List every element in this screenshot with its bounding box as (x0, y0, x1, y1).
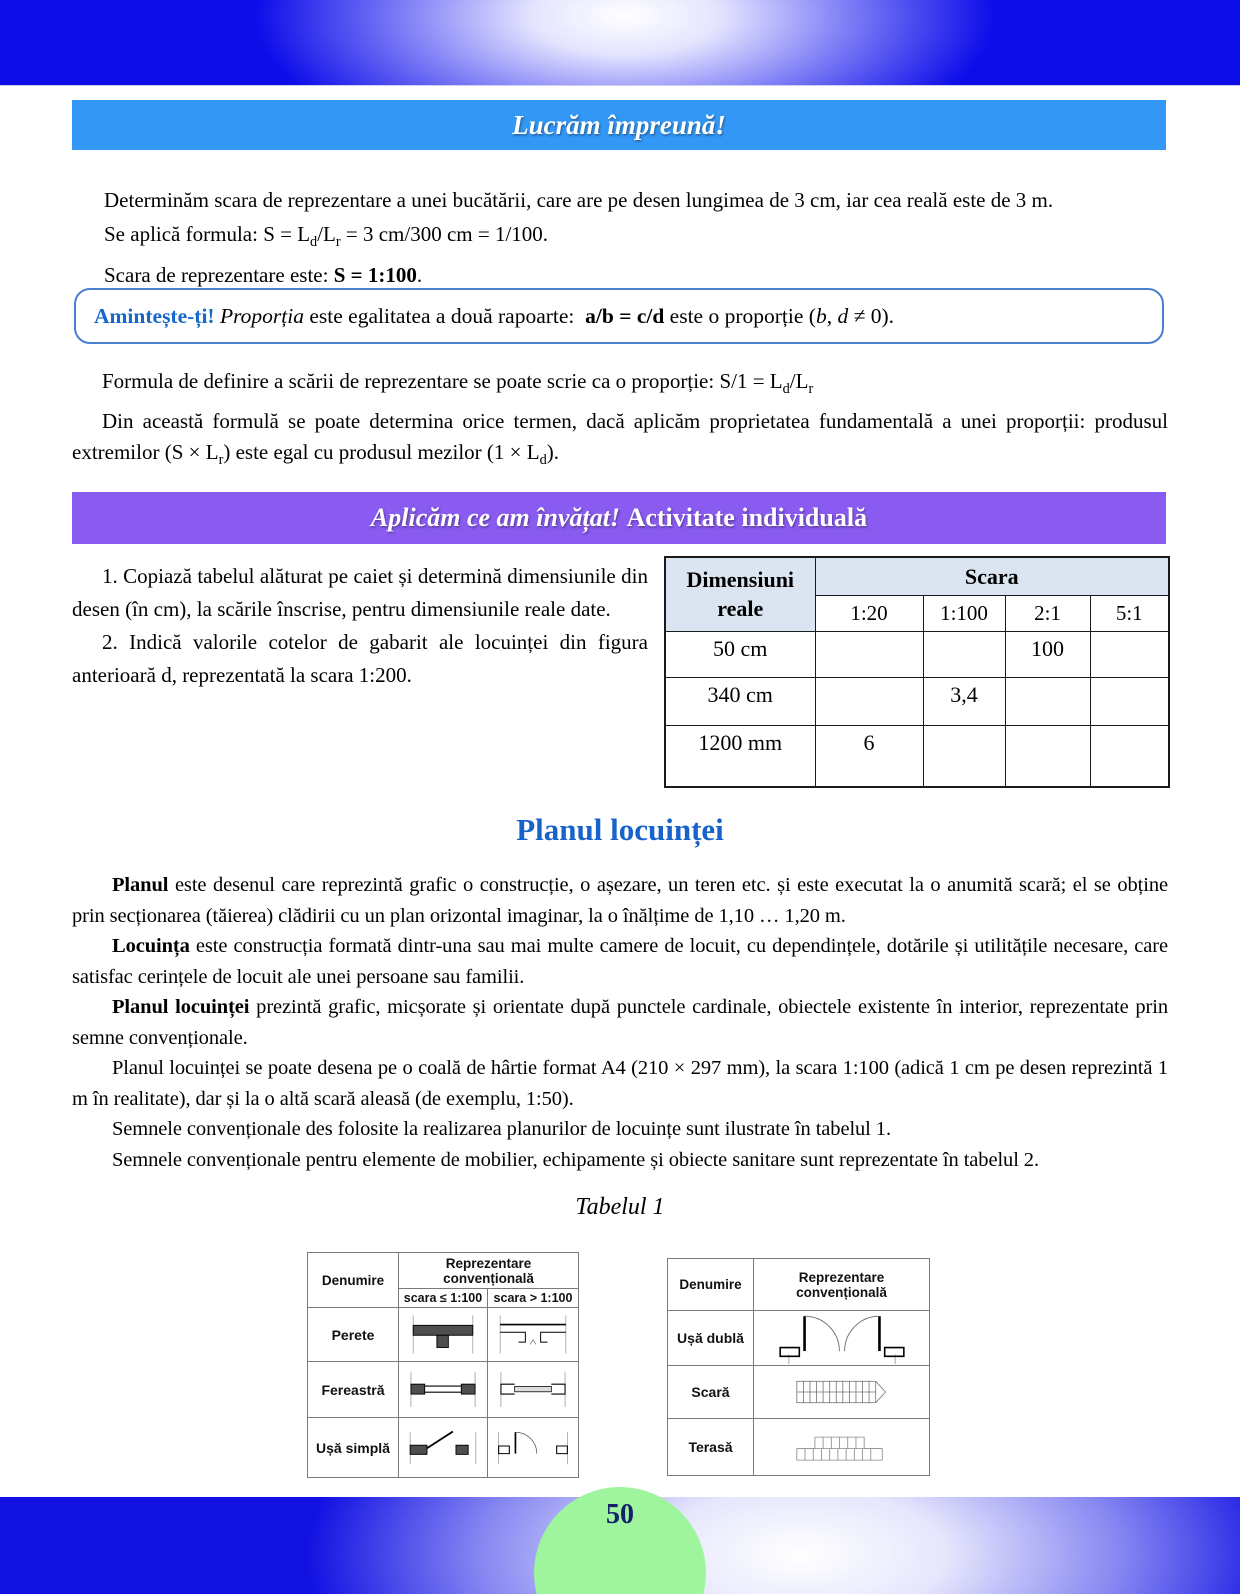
table-row (308, 1308, 579, 1362)
symbol-label-scara: Scară (668, 1366, 754, 1419)
scale-table-header-dimensions: Dimensiuni reale (665, 557, 815, 631)
page-top-banner (0, 0, 1240, 86)
row-label: 1200 mm (665, 725, 815, 787)
symbols1-header-denumire: Denumire (308, 1253, 399, 1308)
apply-banner (72, 492, 1166, 544)
table-row (665, 725, 1169, 787)
cell-value: 6 (815, 725, 923, 787)
window-outline-icon (491, 1368, 575, 1411)
single-door-filled-icon (401, 1426, 485, 1469)
remember-callout (74, 288, 1164, 344)
apply-banner-title-italic: Aplicăm ce am învățat! (370, 503, 621, 532)
wall-outline-icon (491, 1313, 575, 1356)
symbols1-subheader-small-scale: scara ≤ 1:100 (399, 1289, 488, 1308)
table-row (665, 677, 1169, 725)
stairs-icon (772, 1369, 912, 1415)
table-row (308, 1362, 579, 1418)
body-paragraphs (72, 870, 1168, 1175)
symbol-label-usa-simpla: Ușă simplă (308, 1418, 399, 1478)
cell-value (1005, 677, 1090, 725)
intro-block (74, 184, 1166, 293)
double-door-icon (767, 1311, 917, 1365)
cell-value (815, 677, 923, 725)
scale-col-1-100: 1:100 (923, 595, 1005, 631)
cell-value (923, 725, 1005, 787)
intro-line-1: Determinăm scara de reprezentare a unei bucătării, care are pe desen lungimea de 3 cm, iar cea reală este de 3 m. (104, 188, 1054, 212)
cell-value: 3,4 (923, 677, 1005, 725)
activity-item-2: 2. Indică valorile cotelor de gabarit ale locuinței din figura anterioară d, reprezentată la scara 1:200. (72, 630, 648, 687)
activity-instructions (72, 560, 648, 692)
formula-paragraph: Din această formulă se poate determina orice termen, dacă aplicăm proprietatea fundamentală a unei proporții: produsul extremilor $(S \times L_r)$ este egal cu produsul mezilor $(1 \times L_d)$. (72, 408, 1168, 469)
table-row (308, 1418, 579, 1478)
intro-line-3: Scara de reprezentare este: S = 1:100. (104, 263, 423, 288)
page-number-badge (534, 1487, 706, 1594)
page-number: 50 (606, 1499, 634, 1530)
paragraph-format-a4: Planul locuinței se poate desena pe o coală de hârtie format A4 (210 × 297 mm), la scara 1:100 (adică 1 cm pe desen reprezintă 1 m în realitate), dar și la o altă scară aleasă (de exemplu, 1:50). (72, 1057, 1168, 1110)
symbols2-header-denumire: Denumire (668, 1259, 754, 1311)
scale-col-2-1: 2:1 (1005, 595, 1090, 631)
paragraph-locuinta: Locuința este construcția formată dintr-una sau mai multe camere de locuit, cu dependințele, dotările și utilitățile necesare, care satisfac cerințele de locuit ale unei persoane sau familii. (72, 935, 1168, 988)
row-label: 340 cm (665, 677, 815, 725)
table-caption: Tabelul 1 (575, 1194, 665, 1220)
cell-value (1090, 631, 1169, 677)
cell-value (1090, 725, 1169, 787)
cell-value (923, 631, 1005, 677)
paragraph-planul: Planul este desenul care reprezintă grafic o construcție, o așezare, un teren etc. și este executat la o anumită scară; el se obține prin secționarea (tăierea) clădirii cu un plan orizontal imaginar, la o înălțime de 1,10 … 1,20 m. (72, 874, 1168, 927)
table-row (668, 1419, 930, 1476)
apply-banner-title-regular: Activitate individuală (620, 503, 868, 532)
symbols-table-2 (667, 1258, 930, 1476)
section-title: Planul locuinței (516, 812, 724, 847)
terrace-icon (772, 1424, 912, 1470)
wall-filled-icon (401, 1313, 485, 1356)
symbol-label-fereastra: Fereastră (308, 1362, 399, 1418)
symbols1-header-reprezentare: Reprezentare convențională (399, 1253, 579, 1289)
scale-col-1-20: 1:20 (815, 595, 923, 631)
window-filled-icon (401, 1368, 485, 1411)
symbols-table-1 (307, 1252, 579, 1478)
cell-value (815, 631, 923, 677)
formula-line: Formula de definire a scării de reprezentare se poate scrie ca o proporție: $S/1 = L_d/L_r$ (102, 369, 814, 398)
symbols2-header-reprezentare: Reprezentare convențională (754, 1259, 930, 1311)
scale-exercise-table (664, 556, 1170, 788)
symbol-label-terasa: Terasă (668, 1419, 754, 1476)
symbol-label-usa-dubla: Ușă dublă (668, 1311, 754, 1366)
cell-value (1005, 725, 1090, 787)
work-together-banner (72, 100, 1166, 150)
paragraph-planul-locuintei: Planul locuinței prezintă grafic, micșorate și orientate după punctele cardinale, obiectele existente în interior, reprezentate prin semne convenționale. (72, 996, 1169, 1049)
intro-line-2: Se aplică formula: $S = L_d/L_r = 3$ cm/300 cm = 1/100. (104, 221, 549, 250)
paragraph-semne-2: Semnele convenționale pentru elemente de mobilier, echipamente și obiecte sanitare sunt reprezentate în tabelul 2. (112, 1148, 1039, 1171)
cell-value: 100 (1005, 631, 1090, 677)
symbol-label-perete: Perete (308, 1308, 399, 1362)
activity-item-1: 1. Copiază tabelul alăturat pe caiet și determină dimensiunile din desen (în cm), la scările înscrise, pentru dimensiunile reale date. (72, 564, 648, 621)
table-row (665, 631, 1169, 677)
formula-block (72, 366, 1168, 477)
work-together-title: Lucrăm împreună! (512, 109, 726, 140)
scale-table-header-scara: Scara (815, 557, 1169, 595)
remember-text: Amintește-ți! Proporția este egalitatea a două rapoarte: a/b = c/d este o proporție (b, d ≠ 0). (94, 303, 895, 328)
cell-value (1090, 677, 1169, 725)
single-door-outline-icon (491, 1426, 575, 1469)
symbols1-subheader-large-scale: scara > 1:100 (488, 1289, 579, 1308)
row-label: 50 cm (665, 631, 815, 677)
table-row (668, 1366, 930, 1419)
table-row (668, 1311, 930, 1366)
scale-col-5-1: 5:1 (1090, 595, 1169, 631)
paragraph-semne-1: Semnele convenționale des folosite la realizarea planurilor de locuințe sunt ilustrate în tabelul 1. (112, 1118, 891, 1140)
